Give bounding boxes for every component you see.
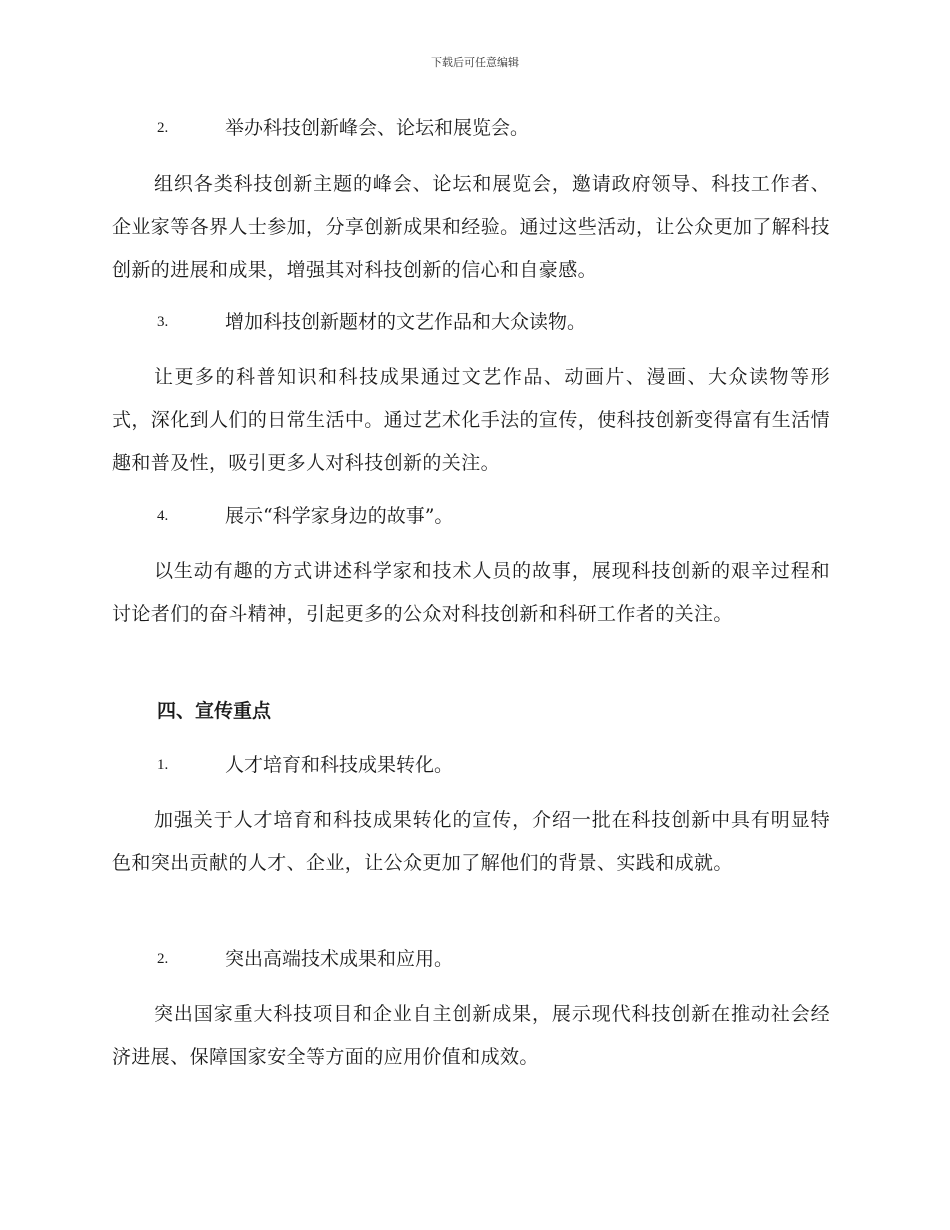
item-title: 人才培育和科技成果转化。: [225, 754, 454, 776]
header-note: 下载后可任意编辑: [431, 56, 519, 69]
paragraph: 突出国家重大科技项目和企业自主创新成果，展示现代科技创新在推动社会经济进展、保障国家安全等方面的应用价值和成效。: [112, 1003, 830, 1068]
item-title: 展示“科学家身边的故事”。: [225, 505, 454, 527]
item-title: 增加科技创新题材的文艺作品和大众读物。: [225, 311, 587, 333]
paragraph: 加强关于人才培育和科技成果转化的宣传，介绍一批在科技创新中具有明显特色和突出贡献的人才、企业，让公众更加了解他们的背景、实践和成就。: [112, 809, 830, 874]
item-number: 2.: [157, 951, 169, 967]
paragraph: 让更多的科普知识和科技成果通过文艺作品、动画片、漫画、大众读物等形式，深化到人们的日常生活中。通过艺术化手法的宣传，使科技创新变得富有生活情趣和普及性，吸引更多人对科技创新的关注。: [112, 366, 830, 474]
item-number: 2.: [157, 120, 169, 136]
item-number: 4.: [157, 508, 169, 524]
item-number: 3.: [157, 314, 169, 330]
paragraph: 组织各类科技创新主题的峰会、论坛和展览会，邀请政府领导、科技工作者、企业家等各界人士参加，分享创新成果和经验。通过这些活动，让公众更加了解科技创新的进展和成果，增强其对科技创新的信心和自豪感。: [112, 173, 830, 281]
paragraph: 以生动有趣的方式讲述科学家和技术人员的故事，展现科技创新的艰辛过程和讨论者们的奋斗精神，引起更多的公众对科技创新和科研工作者的关注。: [112, 560, 830, 625]
item-title: 突出高端技术成果和应用。: [225, 948, 454, 970]
item-title: 举办科技创新峰会、论坛和展览会。: [225, 117, 530, 139]
item-number: 1.: [157, 757, 169, 773]
section-heading: 四、宣传重点: [157, 700, 272, 722]
